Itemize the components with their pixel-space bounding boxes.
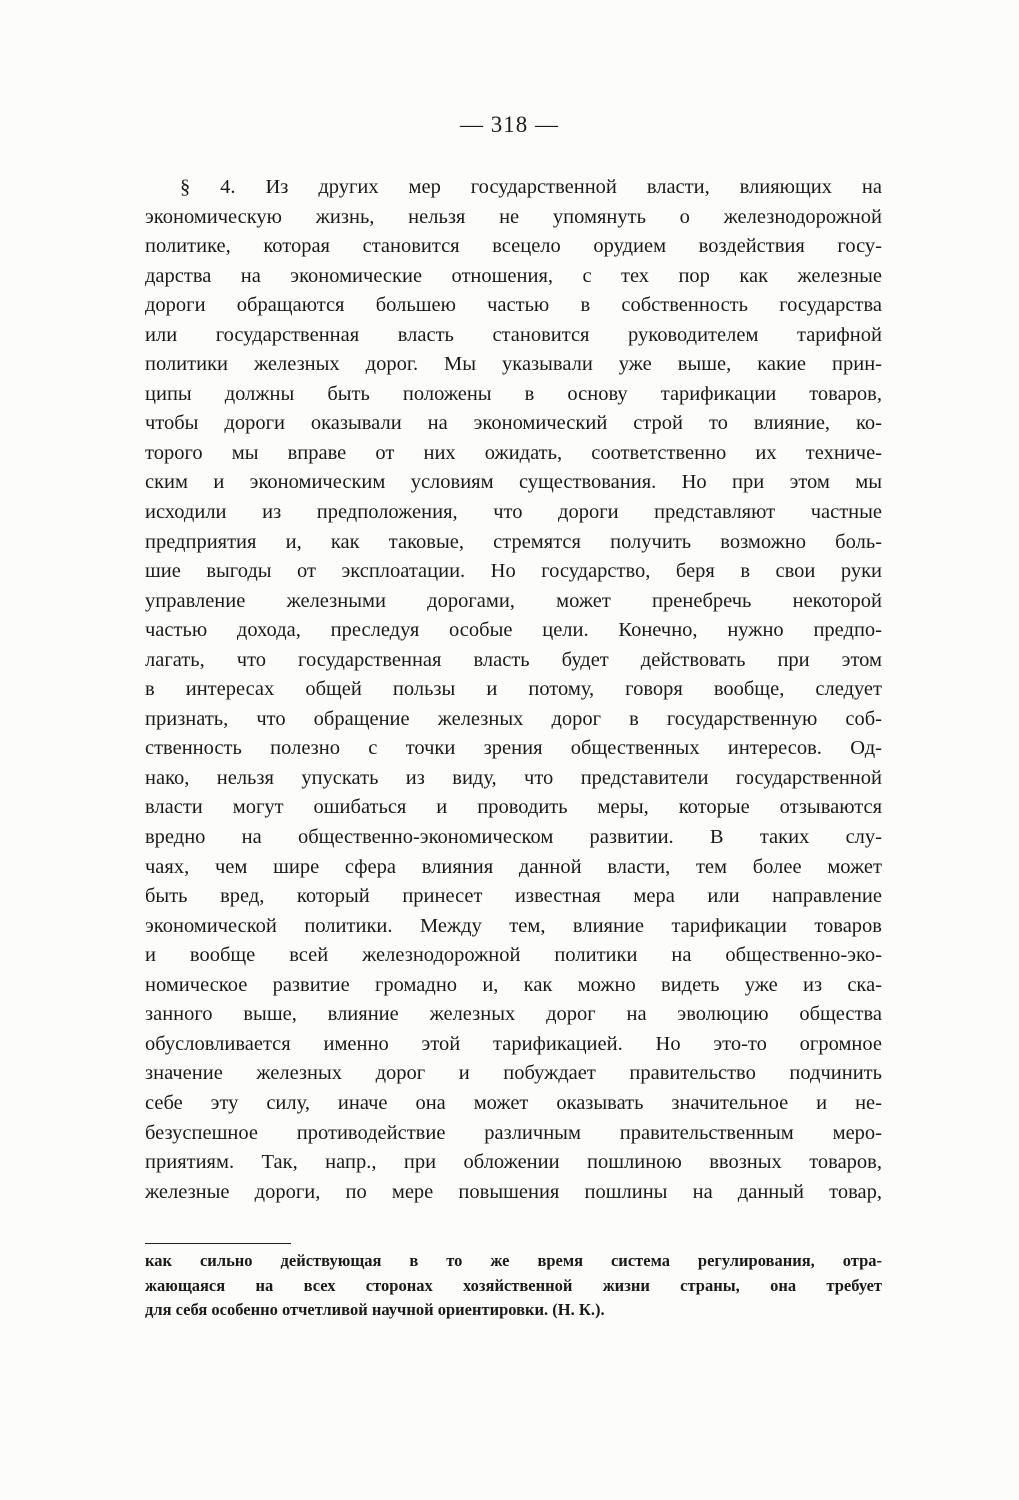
- text-line: дарства на экономические отношения, с тех пор как железные: [145, 264, 882, 287]
- footnote-line: как сильно действующая в то же время система регулирования, отра-: [145, 1251, 882, 1270]
- text-line: торого мы вправе от них ожидать, соответственно их техниче-: [145, 441, 882, 464]
- footnote-line: жающаяся на всех сторонах хозяйственной жизни страны, она требует: [145, 1275, 882, 1295]
- text-line: ским и экономическим условиям существования. Но при этом мы: [145, 471, 882, 494]
- text-line: управление железными дорогами, может пренебречь некоторой: [145, 589, 882, 612]
- text-line: экономическую жизнь, нельзя не упомянуть о железнодорожной: [145, 205, 882, 228]
- text-line: нако, нельзя упускать из виду, что представители государственной: [145, 766, 882, 789]
- text-line: в интересах общей пользы и потому, говоря вообще, следует: [145, 678, 882, 701]
- text-line: чтобы дороги оказывали на экономический строй то влияние, ко-: [145, 412, 882, 435]
- text-line: приятиям. Так, напр., при обложении пошлиною ввозных товаров,: [145, 1151, 882, 1174]
- text-line: вредно на общественно-экономическом развитии. В таких слу-: [145, 826, 882, 849]
- text-line: § 4. Из других мер государственной власти, влияющих на: [180, 176, 882, 198]
- footnote: [145, 1249, 882, 1323]
- text-line: ципы должны быть положены в основу тарификации товаров,: [145, 382, 882, 405]
- text-line: политике, которая становится всецело орудием воздействия госу-: [145, 235, 882, 258]
- text-line: шие выгоды от эксплоатации. Но государство, беря в свои руки: [145, 560, 882, 583]
- text-line: частью дохода, преследуя особые цели. Конечно, нужно предпо-: [145, 619, 882, 642]
- text-line: признать, что обращение железных дорог в государственную соб-: [145, 707, 882, 730]
- footnote-divider: [145, 1243, 291, 1244]
- text-line: значение железных дорог и побуждает правительство подчинить: [145, 1062, 882, 1085]
- text-line: лагать, что государственная власть будет действовать при этом: [145, 648, 882, 671]
- text-line: и вообще всей железнодорожной политики на общественно-эко-: [145, 944, 882, 967]
- page-number: — 318 —: [460, 112, 559, 137]
- text-line: дороги обращаются большею частью в собственность государства: [145, 294, 882, 317]
- text-line: обусловливается именно этой тарификацией. Но это-то огромное: [145, 1032, 882, 1055]
- text-line: чаях, чем шире сфера влияния данной власти, тем более может: [145, 855, 882, 878]
- text-line: предприятия и, как таковые, стремятся получить возможно боль-: [145, 530, 882, 553]
- text-line: политики железных дорог. Мы указывали уже выше, какие прин-: [145, 353, 882, 376]
- text-line: или государственная власть становится руководителем тарифной: [145, 323, 882, 346]
- text-line: себе эту силу, иначе она может оказывать значительное и не-: [145, 1091, 882, 1114]
- text-line: исходили из предположения, что дороги представляют частные: [145, 501, 882, 524]
- text-line: быть вред, который принесет известная мера или направление: [145, 885, 882, 908]
- text-line: экономической политики. Между тем, влияние тарификации товаров: [145, 914, 882, 937]
- text-line: ственность полезно с точки зрения общественных интересов. Од-: [145, 737, 882, 760]
- text-line: занного выше, влияние железных дорог на эволюцию общества: [145, 1003, 882, 1026]
- text-line: номическое развитие громадно и, как можно видеть уже из ска-: [145, 973, 882, 996]
- body-text: [145, 173, 882, 1207]
- text-line: власти могут ошибаться и проводить меры, которые отзываются: [145, 796, 882, 819]
- text-line: безуспешное противодействие различным правительственным меро-: [145, 1121, 882, 1144]
- footnote-line: для себя особенно отчетливой научной ориентировки. (Н. К.).: [145, 1300, 605, 1319]
- text-line: железные дороги, по мере повышения пошлины на данный товар,: [145, 1180, 882, 1203]
